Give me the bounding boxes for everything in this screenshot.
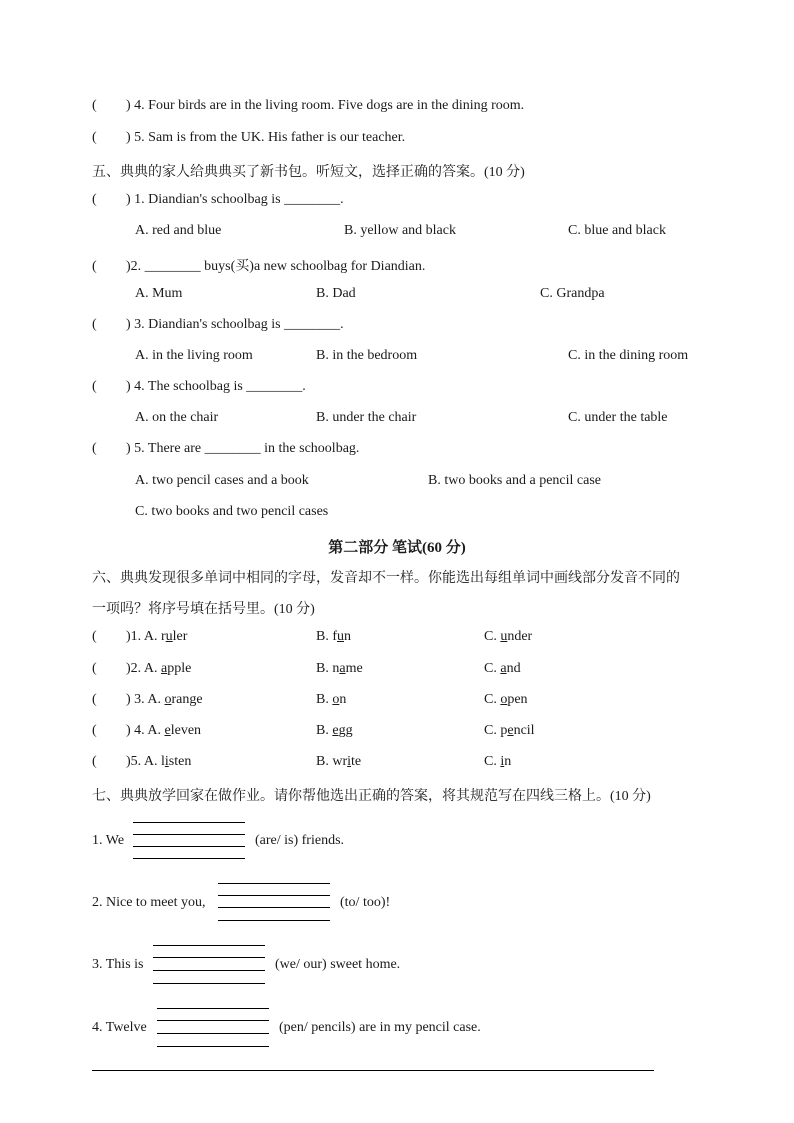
writing-line [157,1020,269,1021]
item-text: 5. Sam is from the UK. His father is our teacher. [134,130,406,145]
s6-row-2-c: C. and [484,661,521,676]
s6-row-5: ( )5. A. listen [92,754,192,769]
writing-line [133,822,245,823]
s5-q1-option-a: A. red and blue [135,223,222,238]
writing-line [153,945,265,946]
s6-row-2: ( )2. A. apple [92,661,192,676]
page-bottom-divider [92,1070,654,1071]
writing-line [218,907,330,908]
writing-line [157,1008,269,1009]
s5-q4-option-b: B. under the chair [316,410,417,425]
s5-q5-option-a: A. two pencil cases and a book [135,473,309,488]
s5-q1-option-c: C. blue and black [568,223,666,238]
listening-item-5: ( ) 5. Sam is from the UK. His father is our teacher. [92,130,406,145]
writing-line [218,895,330,896]
writing-line [133,846,245,847]
s5-q4-option-c: C. under the table [568,410,668,425]
s5-q2-option-c: C. Grandpa [540,286,605,301]
s6-row-1-c: C. under [484,629,533,644]
s5-q1-option-b: B. yellow and black [344,223,456,238]
s6-row-3-b: B. on [316,692,347,707]
writing-line [133,834,245,835]
writing-line [133,858,245,859]
s7-item-2-after: (to/ too)! [340,895,391,910]
writing-line [157,1046,269,1047]
writing-line [153,957,265,958]
s6-row-3: ( ) 3. A. orange [92,692,203,707]
s5-question-1: ( ) 1. Diandian's schoolbag is ________. [92,192,344,207]
writing-line [153,970,265,971]
s5-q2-option-a: A. Mum [135,286,183,301]
writing-line [157,1033,269,1034]
s6-row-2-b: B. name [316,661,363,676]
section6-heading-line1: 六、典典发现很多单词中相同的字母，发音却不一样。你能选出每组单词中画线部分发音不同的 [92,571,680,586]
section5-heading: 五、典典的家人给典典买了新书包。听短文，选择正确的答案。(10 分) [92,165,525,180]
s5-q5-option-c: C. two books and two pencil cases [135,504,329,519]
s7-item-4-before: 4. Twelve [92,1020,147,1035]
s7-item-1-after: (are/ is) friends. [255,833,345,848]
listening-item-4: ( ) 4. Four birds are in the living room. Five dogs are in the dining room. [92,98,525,113]
s6-row-1-b: B. fun [316,629,351,644]
s7-item-3-before: 3. This is [92,957,144,972]
s5-q4-option-a: A. on the chair [135,410,219,425]
s6-row-5-c: C. in [484,754,512,769]
s5-question-5: ( ) 5. There are ________ in the schoolbag. [92,441,360,456]
s7-item-1-before: 1. We [92,833,125,848]
s6-row-1: ( )1. A. ruler [92,629,188,644]
s5-q5-option-b: B. two books and a pencil case [428,473,602,488]
s5-q3-option-c: C. in the dining room [568,348,689,363]
section6-heading-line2: 一项吗？将序号填在括号里。(10 分) [92,602,315,617]
s5-question-3: ( ) 3. Diandian's schoolbag is ________. [92,317,344,332]
s5-q3-option-b: B. in the bedroom [316,348,418,363]
s7-item-2-before: 2. Nice to meet you, [92,895,206,910]
s6-row-4: ( ) 4. A. eleven [92,723,202,738]
s7-item-3-after: (we/ our) sweet home. [275,957,401,972]
s6-row-4-b: B. egg [316,723,353,738]
s5-q2-option-b: B. Dad [316,286,356,301]
s5-question-4: ( ) 4. The schoolbag is ________. [92,379,306,394]
s6-row-3-c: C. open [484,692,528,707]
s5-question-2: ( )2. ________ buys(买)a new schoolbag for Diandian. [92,259,426,274]
writing-line [153,983,265,984]
part2-title: 第二部分 笔试(60 分) [328,540,466,556]
writing-line [218,920,330,921]
s7-item-4-after: (pen/ pencils) are in my pencil case. [279,1020,481,1035]
s6-row-5-b: B. write [316,754,362,769]
item-text: 4. Four birds are in the living room. Five dogs are in the dining room. [134,98,525,113]
section7-heading: 七、典典放学回家在做作业。请你帮他选出正确的答案，将其规范写在四线三格上。(10 分) [92,789,651,804]
writing-line [218,883,330,884]
s5-q3-option-a: A. in the living room [135,348,253,363]
s6-row-4-c: C. pencil [484,723,535,738]
